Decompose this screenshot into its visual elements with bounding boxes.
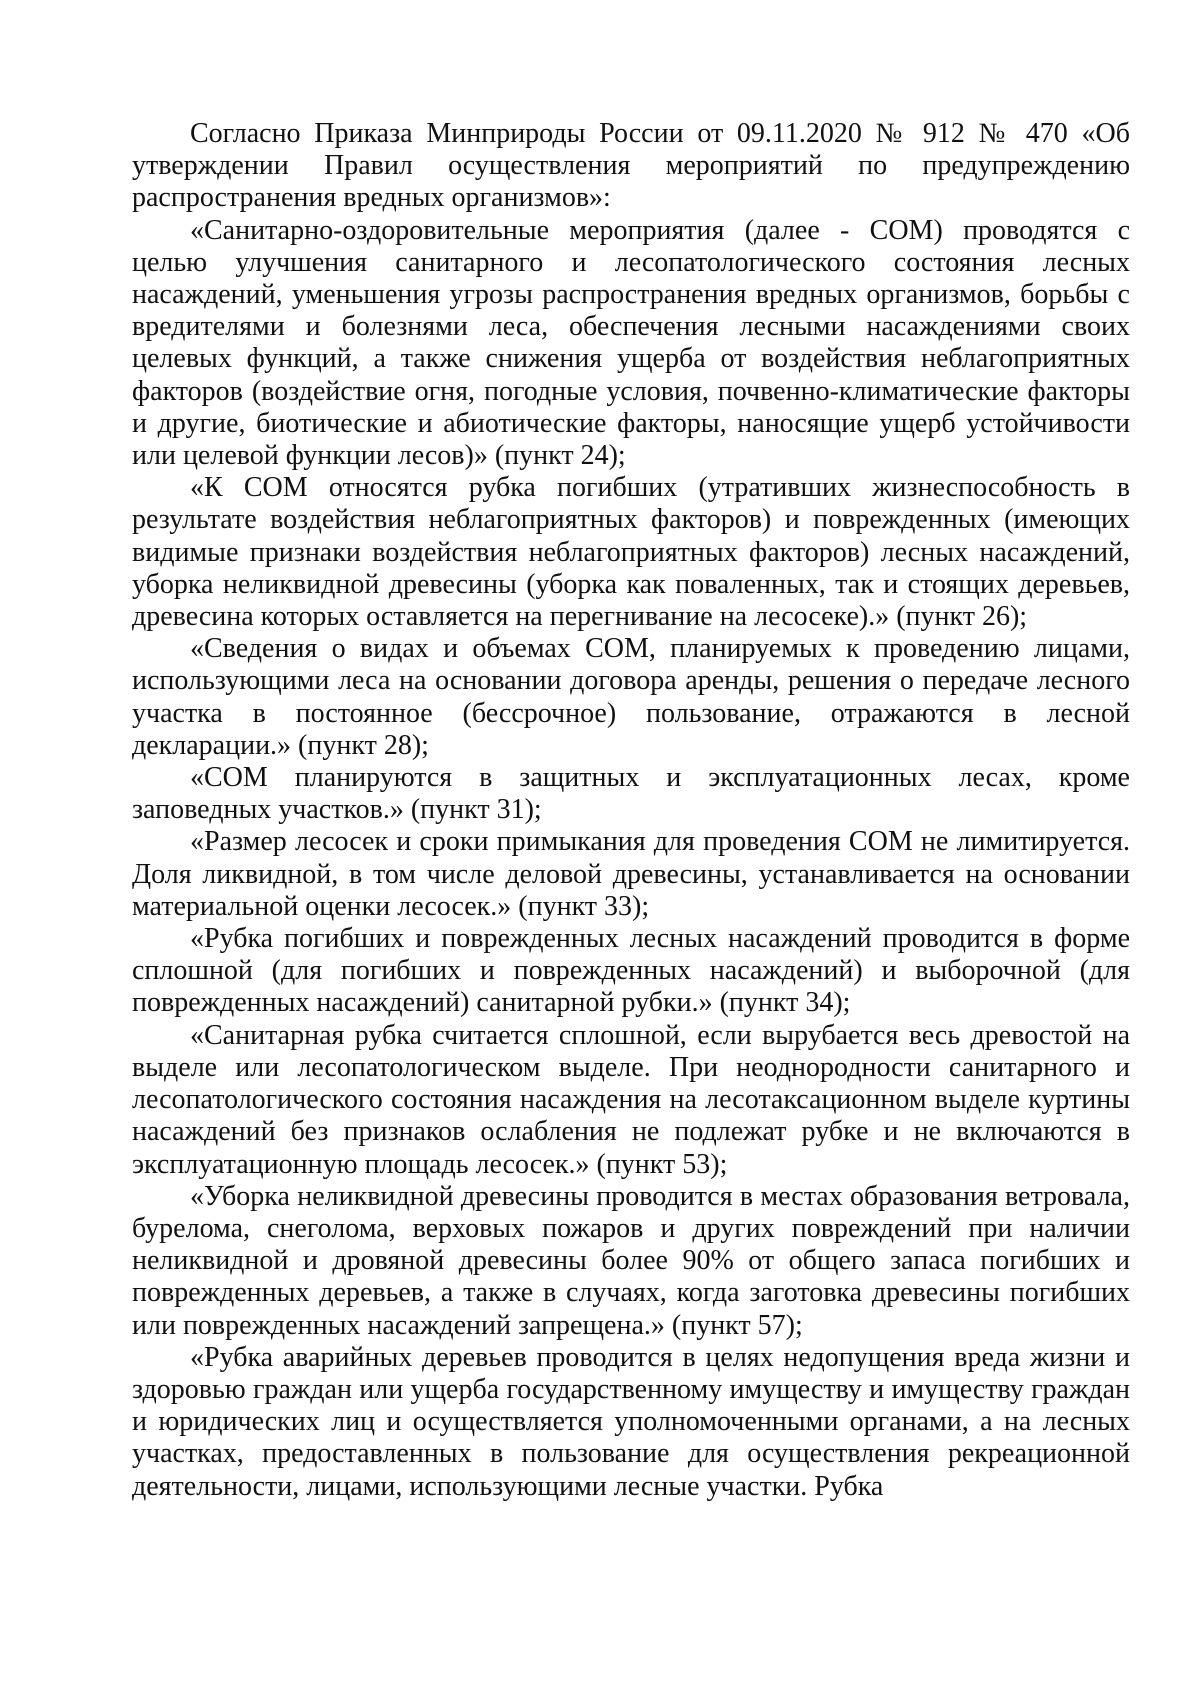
paragraph-item-24: «Санитарно-оздоровительные мероприятия (далее - СОМ) проводятся с целью улучшения санитарного и лесопатологического состояния лесных насаждений, уменьшения угрозы распространения вредных организмов, борьбы с вредителями и болезнями леса, обеспечения лесными насаждениями своих целевых функций, а также снижения ущерба от воздействия неблагоприятных факторов (воздействие огня, погодные условия, почвенно-климатические факторы и другие, биотические и абиотические факторы, наносящие ущерб устойчивости или целевой функции лесов)» (пункт 24);: [132, 214, 1130, 472]
paragraph-intro: Согласно Приказа Минприроды России от 09.11.2020 № 912 № 470 «Об утверждении Правил осуществления мероприятий по предупреждению распространения вредных организмов»:: [132, 118, 1130, 214]
paragraph-item-53: «Санитарная рубка считается сплошной, если вырубается весь древостой на выделе или лесопатологическом выделе. При неоднородности санитарного и лесопатологического состояния насаждения на лесотаксационном выделе куртины насаждений без признаков ослабления не подлежат рубке и не включаются в эксплуатационную площадь лесосек.» (пункт 53);: [132, 1019, 1130, 1180]
paragraph-item-26: «К СОМ относятся рубка погибших (утративших жизнеспособность в результате воздействия неблагоприятных факторов) и поврежденных (имеющих видимые признаки воздействия неблагоприятных факторов) лесных насаждений, уборка неликвидной древесины (уборка как поваленных, так и стоящих деревьев, древесина которых оставляется на перегнивание на лесосеке).» (пункт 26);: [132, 472, 1130, 633]
paragraph-item-34: «Рубка погибших и поврежденных лесных насаждений проводится в форме сплошной (для погибших и поврежденных насаждений) и выборочной (для поврежденных насаждений) санитарной рубки.» (пункт 34);: [132, 923, 1130, 1019]
paragraph-item-28: «Сведения о видах и объемах СОМ, планируемых к проведению лицами, использующими леса на основании договора аренды, решения о передаче лесного участка в постоянное (бессрочное) пользование, отражаются в лесной декларации.» (пункт 28);: [132, 633, 1130, 761]
paragraph-emergency-trees: «Рубка аварийных деревьев проводится в целях недопущения вреда жизни и здоровью граждан или ущерба государственному имуществу и имуществу граждан и юридических лиц и осуществляется уполномоченными органами, а на лесных участках, предоставленных в пользование для осуществления рекреационной деятельности, лицами, использующими лесные участки. Рубка: [132, 1341, 1130, 1502]
document-page: [132, 118, 1130, 1503]
paragraph-item-57: «Уборка неликвидной древесины проводится в местах образования ветровала, бурелома, снеголома, верховых пожаров и других повреждений при наличии неликвидной и дровяной древесины более 90% от общего запаса погибших и поврежденных деревьев, а также в случаях, когда заготовка древесины погибших или поврежденных насаждений запрещена.» (пункт 57);: [132, 1180, 1130, 1341]
paragraph-item-31: «СОМ планируются в защитных и эксплуатационных лесах, кроме заповедных участков.» (пункт 31);: [132, 762, 1130, 826]
paragraph-item-33: «Размер лесосек и сроки примыкания для проведения СОМ не лимитируется. Доля ликвидной, в том числе деловой древесины, устанавливается на основании материальной оценки лесосек.» (пункт 33);: [132, 826, 1130, 922]
